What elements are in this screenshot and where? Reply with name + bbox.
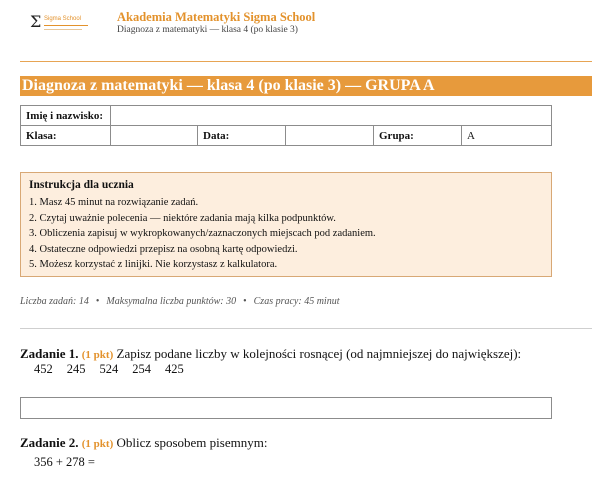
school-name: Akademia Matematyki Sigma School bbox=[117, 10, 316, 24]
sigma-icon: Σ bbox=[30, 12, 42, 31]
task-1-label: Zadanie 1. bbox=[20, 346, 79, 361]
max-points: Maksymalna liczba punktów: 30 bbox=[106, 296, 237, 307]
task-count: Liczba zadań: 14 bbox=[20, 296, 89, 307]
test-meta bbox=[20, 296, 339, 307]
group-field[interactable]: A bbox=[462, 126, 552, 146]
date-label: Data: bbox=[198, 126, 286, 146]
header-subtitle: Diagnoza z matematyki — klasa 4 (po klasie 3) bbox=[117, 25, 298, 35]
name-label: Imię i nazwisko: bbox=[21, 106, 111, 126]
header-divider bbox=[20, 61, 592, 62]
instructions-list bbox=[29, 195, 543, 273]
task-2-text: Oblicz sposobem pisemnym: bbox=[116, 435, 268, 450]
page-header bbox=[20, 8, 592, 60]
instruction-item: 2. Czytaj uważnie polecenia — niektóre zadania mają kilka podpunktów. bbox=[29, 212, 336, 224]
section-divider bbox=[20, 328, 592, 329]
task-1 bbox=[20, 346, 521, 362]
date-field[interactable] bbox=[286, 126, 374, 146]
school-logo bbox=[30, 14, 100, 38]
number-item: 254 bbox=[132, 362, 151, 376]
task-1-points: (1 pkt) bbox=[81, 349, 114, 361]
bullet-separator: • bbox=[243, 296, 247, 307]
test-title-banner: Diagnoza z matematyki — klasa 4 (po klasie 3) — GRUPA A bbox=[20, 76, 592, 96]
task-1-text: Zapisz podane liczby w kolejności rosnącej (od najmniejszej do największej): bbox=[116, 346, 522, 361]
number-item: 245 bbox=[66, 362, 86, 376]
instruction-item: 1. Masz 45 minut na rozwiązanie zadań. bbox=[29, 197, 199, 208]
instruction-item: 3. Obliczenia zapisuj w wykropkowanych/zaznaczonych miejscach pod zadaniem. bbox=[29, 228, 376, 239]
instruction-item: 5. Możesz korzystać z linijki. Nie korzystasz z kalkulatora. bbox=[29, 259, 278, 270]
task-2-expression: 356 + 278 = bbox=[34, 455, 95, 469]
class-label: Klasa: bbox=[21, 126, 111, 146]
logo-line bbox=[44, 25, 88, 26]
logo-name: Sigma School bbox=[44, 16, 82, 22]
logo-line-2 bbox=[44, 29, 82, 30]
task-2-label: Zadanie 2. bbox=[20, 435, 79, 450]
bullet-separator: • bbox=[95, 296, 100, 307]
number-item: 452 bbox=[34, 362, 53, 376]
group-label: Grupa: bbox=[374, 126, 462, 146]
task-2-points: (1 pkt) bbox=[81, 438, 114, 450]
instructions-box bbox=[20, 172, 552, 277]
class-field[interactable] bbox=[111, 126, 198, 146]
work-time: Czas pracy: 45 minut bbox=[253, 296, 340, 307]
instruction-item: 4. Ostateczne odpowiedzi przepisz na osobną kartę odpowiedzi. bbox=[29, 243, 298, 255]
student-info-table bbox=[20, 105, 552, 146]
task-1-answer-box[interactable] bbox=[20, 397, 552, 419]
number-item: 425 bbox=[165, 362, 184, 376]
instructions-title: Instrukcja dla ucznia bbox=[29, 179, 134, 191]
name-field[interactable] bbox=[111, 106, 552, 126]
number-item: 524 bbox=[99, 362, 119, 376]
task-2 bbox=[20, 435, 267, 451]
task-1-numbers bbox=[34, 362, 198, 377]
